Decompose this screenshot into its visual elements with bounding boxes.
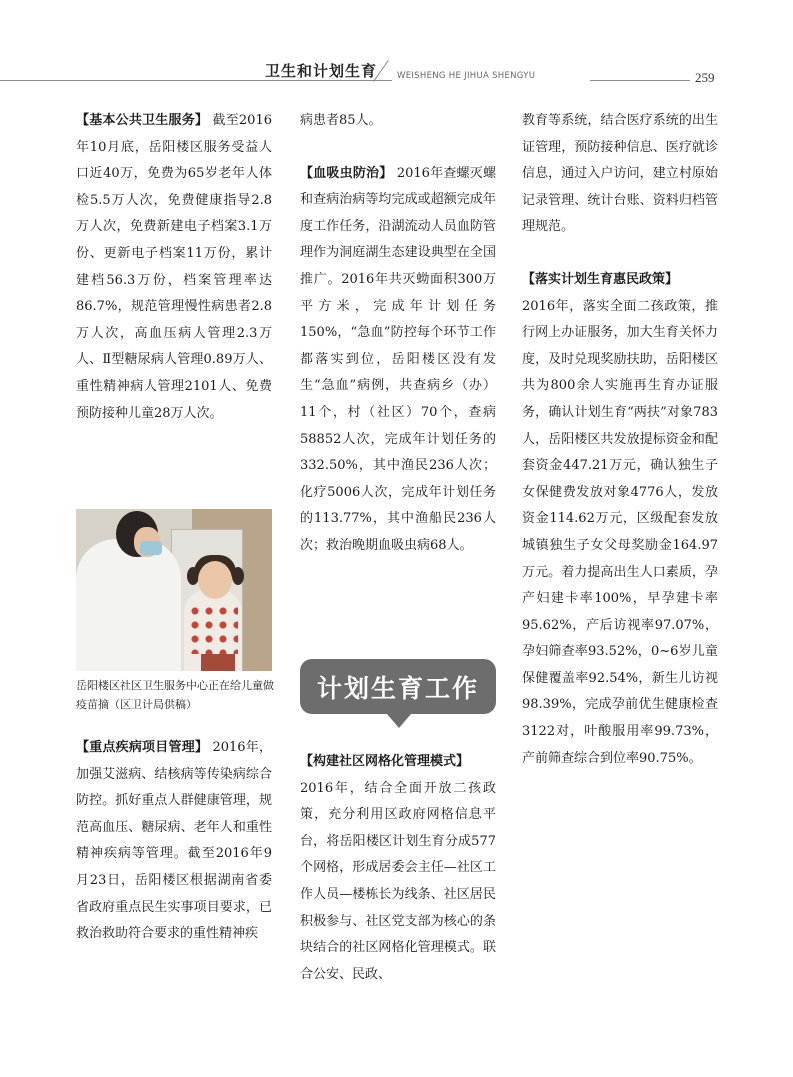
running-header-title: 卫生和计划生育 (265, 62, 378, 80)
paragraph-text: 截至2016年10月底，岳阳楼区服务受益人口近40万，免费为65岁老年人体检5.5万人次，免费健康指导2.8万人次，免费新建电子档案3.1万份、更新电子档案11万份，累计建档56.3万份，档案管理率达86.7%，规范管理慢性病患者2.8万人次，高血压病人管理2.3万人、Ⅱ型糖尿病人管理0.89万人、重性精神病人管理2101人、免费预防接种儿童28万人次。 (76, 113, 272, 421)
header-rule-right (590, 80, 690, 81)
section-banner-pointer (387, 714, 411, 728)
paragraph-continued: 教育等系统，结合医疗系统的出生证管理，预防接种信息、医疗就诊信息，通过入户访问，建立村原始记录管理、统计台账、资料归档管理规范。 (522, 113, 718, 235)
column-1 (76, 108, 272, 427)
section-heading: 【重点疾病项目管理】 (76, 740, 209, 755)
article-schistosomiasis (300, 161, 496, 560)
section-heading: 【基本公共卫生服务】 (76, 113, 209, 128)
article-basic-public-health (76, 108, 272, 427)
column-2 (300, 108, 496, 560)
section-banner-family-planning: 计划生育工作 (300, 659, 496, 714)
photo-caption: 岳阳楼区社区卫生服务中心正在给儿童做疫苗摘（区卫计局供稿） (76, 679, 274, 711)
running-header-subtitle: WEISHENG HE JIHUA SHENGYU (397, 71, 536, 81)
section-heading: 【落实计划生育惠民政策】 (522, 271, 679, 287)
article-community-grid: 2016年，结合全面开放二孩政策，充分利用区政府网格信息平台，将岳阳楼区计划生育分成577个网格，形成居委会主任—社区工作人员—楼栋长为线条、社区居民积极参与、社区党支部为核心的条块结合的社区网格化管理模式。联合公安、民政、 (300, 780, 496, 982)
column-2-lower (300, 749, 496, 988)
photo-child-vaccination (76, 509, 272, 671)
section-heading: 【血吸虫防治】 (300, 165, 393, 181)
column-3 (522, 108, 718, 772)
article-family-planning-policy: 2016年，落实全面二孩政策，推行网上办证服务，加大生育关怀力度，及时兑现奖励扶助，岳阳楼区共为800余人实施再生育办证服务，确认计划生育“两扶”对象783人，岳阳楼区共发放提标资金和配套资金447.21万元，确认独生子女保健费发放对象4776人，发放资金114.62万元，区级配套发放城镇独生子女父母奖励金164.97万元。着力提高出生人口素质，孕产妇建卡率100%，早孕建卡率95.62%，产后访视率97.07%，孕妇筛查率93.52%，0~6岁儿童保健覆盖率92.54%，新生儿访视98.39%，完成孕前优生健康检查3122对，叶酸服用率99.73%，产前筛查综合到位率90.75%。 (522, 298, 718, 766)
paragraph-continued: 病患者85人。 (300, 113, 382, 128)
paragraph-text: 2016年查螺灭螺和查病治病等均完成或超额完成年度工作任务，沿湖流动人员血防管理作为洞庭湖生态建设典型在全国推广。2016年共灭蚴面积300万平方米，完成年计划任务150%，“急血”防控每个环节工作都落实到位，岳阳楼区没有发生“急血”病例，共查病乡（办）11个，村（社区）70个，查病58852人次，完成年计划任务的332.50%，其中渔民236人次；化疗5006人次，完成年计划任务的113.77%，其中渔船民236人次；救治晚期血吸虫病68人。 (300, 165, 496, 553)
paragraph-text: 2016年，加强艾滋病、结核病等传染病综合防控。抓好重点人群健康管理，规范高血压、糖尿病、老年人和重性精神疾病等管理。截至2016年9月23日，岳阳楼区根据湖南省委省政府重点民生实事项目要求，已救治救助符合要求的重性精神疾 (76, 740, 272, 942)
article-key-disease (76, 735, 272, 948)
page-number: 259 (695, 70, 715, 85)
section-heading: 【构建社区网格化管理模式】 (300, 754, 470, 769)
column-1-lower (76, 735, 272, 948)
